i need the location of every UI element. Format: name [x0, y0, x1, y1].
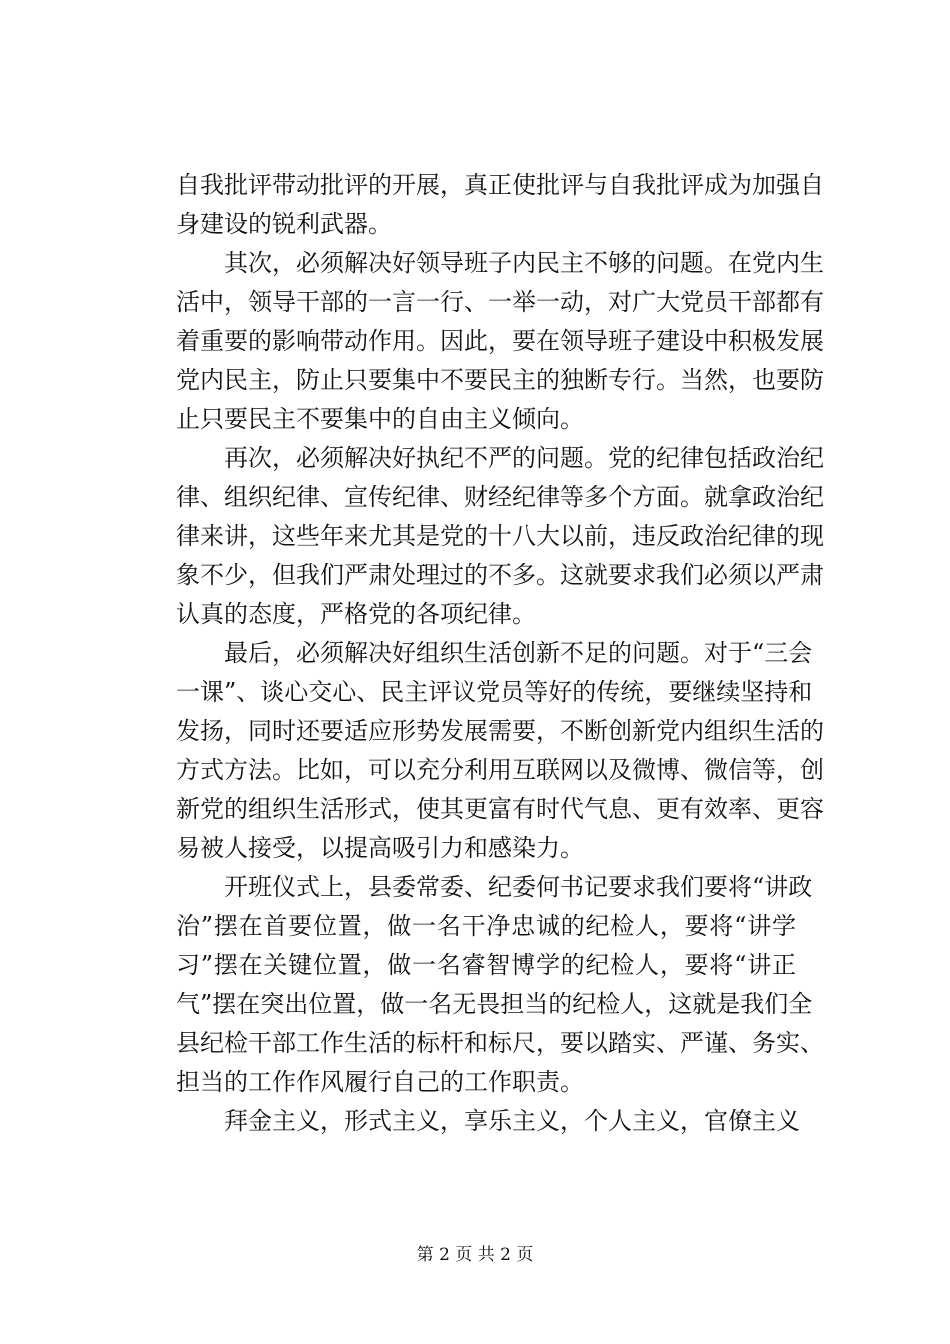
- document-body: [176, 166, 824, 1141]
- paragraph-line: 气”摆在突出位置，做一名无畏担当的纪检人，这就是我们全: [176, 990, 813, 1018]
- paragraph: [176, 1102, 800, 1141]
- page-number-label: 第 2 页 共 2 页: [416, 1245, 534, 1265]
- paragraph-line: 担当的工作作风履行自己的工作职责。: [176, 1068, 584, 1096]
- paragraph-line: 着重要的影响带动作用。因此，要在领导班子建设中积极发展: [176, 327, 824, 355]
- paragraph-line: 方式方法。比如，可以充分利用互联网以及微博、微信等，创: [176, 756, 824, 784]
- paragraph: [176, 634, 824, 868]
- page-footer: [0, 1243, 950, 1267]
- paragraph-line: 治”摆在首要位置，做一名干净忠诚的纪检人，要将“讲学: [176, 912, 796, 940]
- paragraph-line: 拜金主义，形式主义，享乐主义，个人主义，官僚主义: [224, 1107, 800, 1135]
- paragraph-line: 开班仪式上，县委常委、纪委何书记要求我们要将“讲政: [224, 873, 813, 901]
- paragraph-line: 其次，必须解决好领导班子内民主不够的问题。在党内生: [224, 249, 824, 277]
- paragraph-line: 最后，必须解决好组织生活创新不足的问题。对于“三会: [224, 639, 813, 667]
- paragraph-line: 身建设的锐利武器。: [176, 210, 392, 238]
- paragraph-line: 再次，必须解决好执纪不严的问题。党的纪律包括政治纪: [224, 444, 824, 472]
- paragraph: [176, 166, 824, 244]
- paragraph-line: 新党的组织生活形式，使其更富有时代气息、更有效率、更容: [176, 795, 824, 823]
- paragraph-line: 律、组织纪律、宣传纪律、财经纪律等多个方面。就拿政治纪: [176, 483, 824, 511]
- paragraph-line: 一课”、谈心交心、民主评议党员等好的传统，要继续坚持和: [176, 678, 813, 706]
- paragraph: [176, 244, 824, 439]
- paragraph-line: 象不少，但我们严肃处理过的不多。这就要求我们必须以严肃: [176, 561, 824, 589]
- paragraph-line: 止只要民主不要集中的自由主义倾向。: [176, 405, 584, 433]
- paragraph-line: 自我批评带动批评的开展，真正使批评与自我批评成为加强自: [176, 171, 824, 199]
- paragraph-line: 活中，领导干部的一言一行、一举一动，对广大党员干部都有: [176, 288, 824, 316]
- paragraph-line: 习”摆在关键位置，做一名睿智博学的纪检人，要将“讲正: [176, 951, 796, 979]
- paragraph-line: 发扬，同时还要适应形势发展需要，不断创新党内组织生活的: [176, 717, 824, 745]
- paragraph-line: 党内民主，防止只要集中不要民主的独断专行。当然，也要防: [176, 366, 824, 394]
- paragraph-line: 认真的态度，严格党的各项纪律。: [176, 600, 536, 628]
- paragraph-line: 律来讲，这些年来尤其是党的十八大以前，违反政治纪律的现: [176, 522, 824, 550]
- paragraph-line: 易被人接受，以提高吸引力和感染力。: [176, 834, 584, 862]
- paragraph: [176, 868, 824, 1102]
- paragraph-line: 县纪检干部工作生活的标杆和标尺，要以踏实、严谨、务实、: [176, 1029, 824, 1057]
- paragraph: [176, 439, 824, 634]
